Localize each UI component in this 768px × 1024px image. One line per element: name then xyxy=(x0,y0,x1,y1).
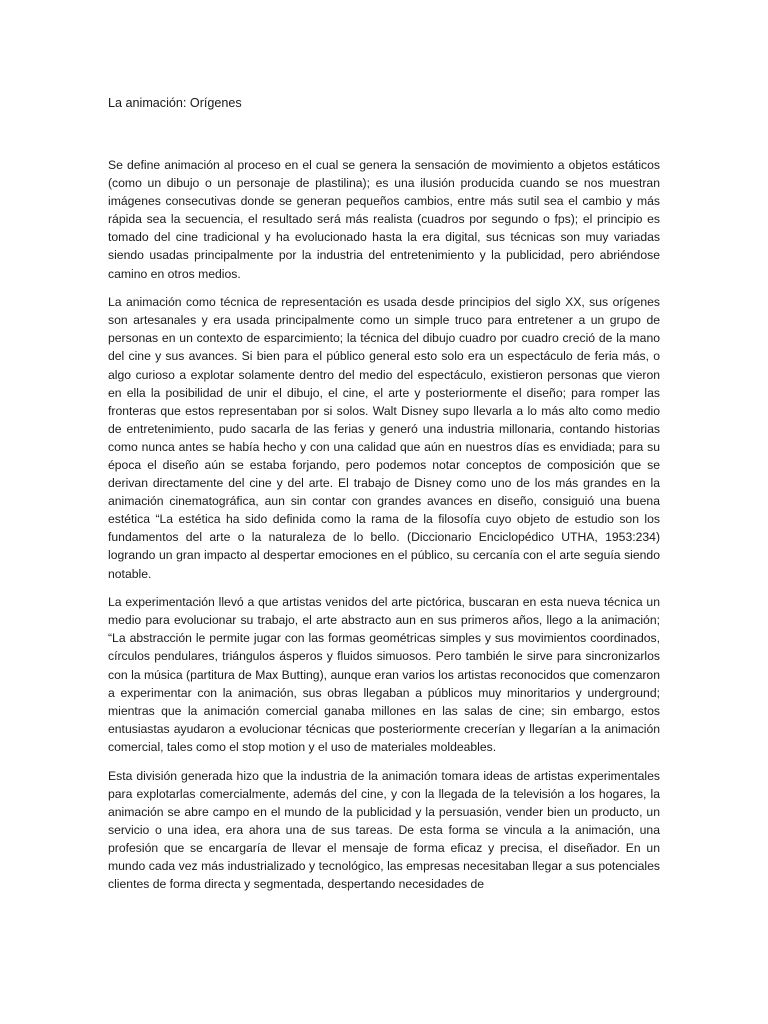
paragraph-experimentation: La experimentación llevó a que artistas venidos del arte pictórica, buscaran en esta nueva técnica un medio para evolucionar su trabajo, el arte abstracto aun en sus primeros años, llego a la animación; “La abstracción le permite jugar con las formas geométricas simples y sus movimientos coordinados, círculos pendulares, triángulos ásperos y fluidos simuosos. Pero también le sirve para sincronizarlos con la música (partitura de Max Butting), aunque eran varios los artistas reconocidos que comenzaron a experimentar con la animación, sus obras llegaban a públicos muy minoritarios y underground; mientras que la animación comercial ganaba millones en las salas de cine; sin embargo, estos entusiastas ayudaron a evolucionar técnicas que posteriormente crecerían y llegarían a la animación comercial, tales como el stop motion y el uso de materiales moldeables. xyxy=(108,595,660,754)
document-title: La animación: Orígenes xyxy=(108,96,242,110)
paragraph-definition: Se define animación al proceso en el cual se genera la sensación de movimiento a objetos estáticos (como un dibujo o un personaje de plastilina); es una ilusión producida cuando se nos muestran imágenes consecutivas donde se generan pequeños cambios, entre más sutil sea el cambio y más rápida sea la secuencia, el resultado será más realista (cuadros por segundo o fps); el principio es tomado del cine tradicional y ha evolucionado hasta la era digital, sus técnicas son muy variadas siendo usadas principalmente por la industria del entretenimiento y la publicidad, pero abriéndose camino en otros medios. xyxy=(108,158,660,281)
paragraph-history-disney: La animación como técnica de representación es usada desde principios del siglo XX, sus orígenes son artesanales y era usada principalmente como un simple truco para entretener a un grupo de personas en un contexto de esparcimiento; la técnica del dibujo cuadro por cuadro creció de la mano del cine y sus avances. Si bien para el público general esto solo era un espectáculo de feria más, o algo curioso a explotar solamente dentro del medio del espectáculo, existieron personas que vieron en ella la posibilidad de unir el dibujo, el cine, el arte y posteriormente el diseño; para romper las fronteras que estos representaban por si solos. Walt Disney supo llevarla a lo más alto como medio de entretenimiento, pudo sacarla de las ferias y generó una industria millonaria, contando historias como nunca antes se había hecho y con una calidad que aún en nuestros días es envidiada; para su época el diseño aún se estaba forjando, pero podemos notar conceptos de composición que se derivan directamente del cine y del arte. El trabajo de Disney como uno de los más grandes en la animación cinematográfica, aun sin contar con grandes avances en diseño, consiguió una buena estética “La estética ha sido definida como la rama de la filosofía cuyo objeto de estudio son los fundamentos del arte o la naturaleza de lo bello. (Diccionario Enciclopédico UTHA, 1953:234) logrando un gran impacto al despertar emociones en el público, su cercanía con el arte seguía siendo notable. xyxy=(108,295,660,581)
paragraph-commercial-division: Esta división generada hizo que la industria de la animación tomara ideas de artistas experimentales para explotarlas comercialmente, además del cine, y con la llegada de la televisión a los hogares, la animación se abre campo en el mundo de la publicidad y la persuasión, vender bien un producto, un servicio o una idea, era ahora una de sus tareas. De esta forma se vincula a la animación, una profesión que se encargaría de llevar el mensaje de forma eficaz y precisa, el diseñador. En un mundo cada vez más industrializado y tecnológico, las empresas necesitaban llegar a sus potenciales clientes de forma directa y segmentada, despertando necesidades de xyxy=(108,768,660,892)
document-body xyxy=(108,94,660,904)
